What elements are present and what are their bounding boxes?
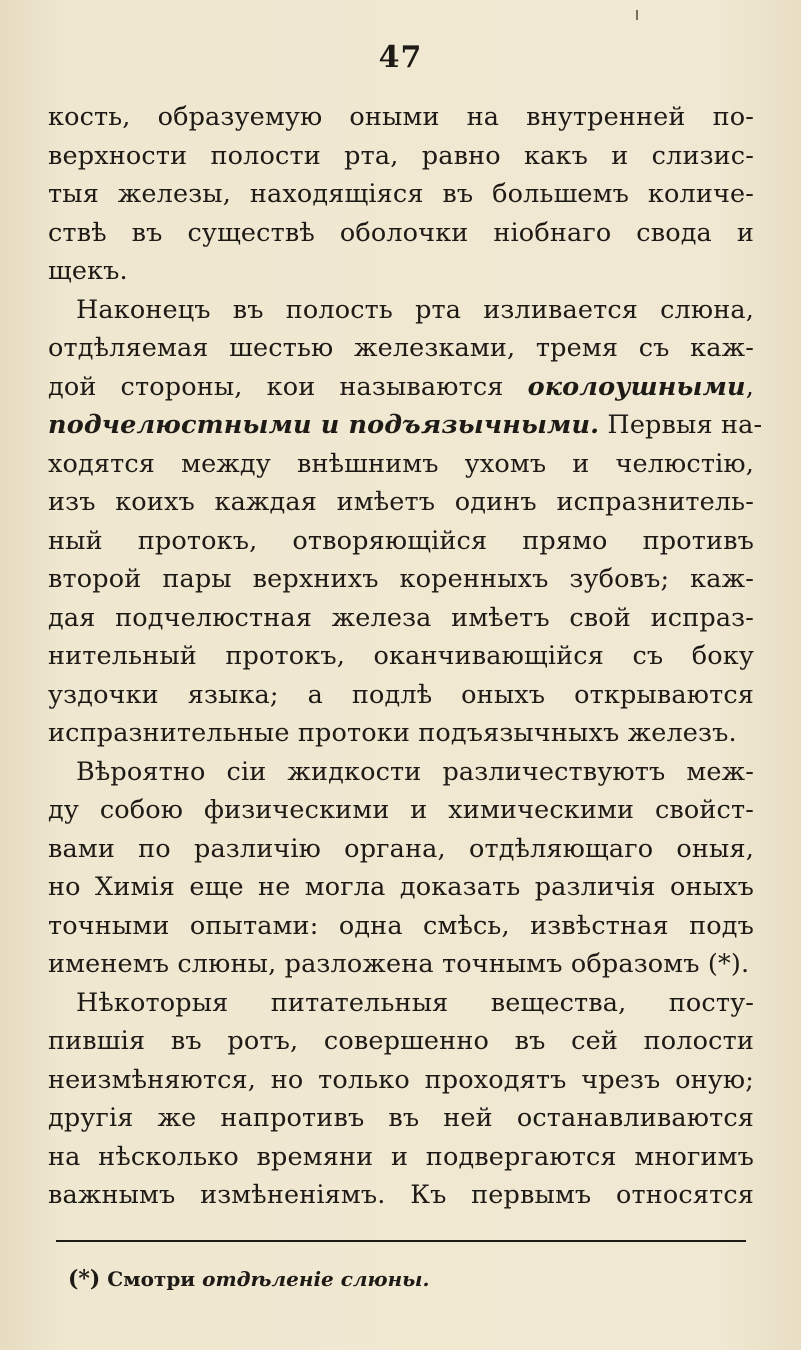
line-text: другія же напротивъ въ ней останавливаются [48, 1103, 754, 1133]
line-text: Вѣроятно сіи жидкости различествуютъ меж- [76, 756, 754, 787]
text-line [48, 445, 754, 484]
text-line [48, 214, 754, 253]
line-text: кость, образуемую оными на внутренней по- [48, 102, 754, 132]
text-line [48, 714, 754, 753]
text-line [48, 830, 754, 869]
text-line [48, 1099, 754, 1138]
text-line [48, 483, 754, 522]
line-italic-text: подчелюстными и подъязычными. [48, 410, 600, 440]
text-line [48, 368, 754, 407]
line-italic-text: околоушными [527, 371, 746, 402]
line-text: вами по различію органа, отдѣляющаго оныя, [48, 833, 754, 864]
line-text: отдѣляемая шестью железками, тремя съ каж- [48, 333, 754, 363]
text-line [48, 252, 754, 291]
line-text: второй пары верхнихъ коренныхъ зубовъ; каж- [48, 564, 754, 594]
line-text: Наконецъ въ полость рта изливается слюна, [76, 294, 754, 325]
line-text: Нѣкоторыя питательныя вещества, посту- [76, 987, 754, 1018]
text-line [48, 984, 754, 1023]
line-text: ствѣ въ существѣ оболочки ніобнаго свода и [48, 217, 754, 248]
line-text: на нѣсколько времяни и подвергаются многимъ [48, 1141, 754, 1172]
footnote-text: Смотри [100, 1267, 203, 1291]
text-line [48, 175, 754, 214]
body-text [48, 98, 763, 1215]
line-text: важнымъ измѣненіямъ. Къ первымъ относятся [48, 1180, 754, 1210]
line-text: щекъ. [48, 256, 128, 286]
line-text: именемъ слюны, разложена точнымъ образомъ (*). [48, 949, 750, 979]
line-trailing-text: , [745, 371, 754, 402]
line-text: уздочки языка; а подлѣ оныхъ открываются [48, 679, 754, 710]
text-line [48, 676, 754, 715]
line-text: верхности полости рта, равно какъ и слизис- [48, 140, 754, 171]
text-line [48, 560, 754, 599]
line-text: точными опытами: одна смѣсь, извѣстная подъ [48, 910, 754, 941]
text-line [48, 791, 754, 830]
line-text: ду собою физическими и химическими свойст- [48, 795, 754, 825]
footnote-marker: (*) [68, 1266, 101, 1292]
text-line [48, 137, 754, 176]
line-text: изъ коихъ каждая имѣетъ одинъ испразнитель- [48, 487, 754, 517]
line-text: испразнительные протоки подъязычныхъ железъ. [48, 718, 737, 748]
text-line [48, 291, 754, 330]
text-line [48, 406, 763, 445]
line-text: неизмѣняются, но только проходятъ чрезъ оную; [48, 1064, 754, 1095]
line-text: но Химія еще не могла доказать различія оныхъ [48, 872, 754, 902]
text-line [48, 329, 754, 368]
line-text: ходятся между внѣшнимъ ухомъ и челюстію, [48, 448, 754, 479]
line-text: тыя железы, находящіяся въ большемъ количе- [48, 179, 754, 209]
text-line [48, 1176, 754, 1215]
text-line [48, 98, 754, 137]
text-line [48, 1022, 754, 1061]
footnote-italic: отдѣленіе слюны. [202, 1267, 430, 1291]
line-text: дая подчелюстная железа имѣетъ свой испраз- [48, 602, 754, 633]
text-line [48, 637, 754, 676]
text-line [48, 753, 754, 792]
text-line [48, 1061, 754, 1100]
footnote-divider [56, 1240, 746, 1242]
line-text: пившія въ ротъ, совершенно въ сей полости [48, 1026, 754, 1056]
ink-speck [636, 10, 638, 20]
page-number: 47 [378, 40, 423, 75]
text-line [48, 1138, 754, 1177]
text-line [48, 599, 754, 638]
text-line [48, 522, 754, 561]
line-trailing-text: Первыя на- [599, 410, 763, 440]
text-line [48, 907, 754, 946]
line-text: нительный протокъ, оканчивающійся съ боку [48, 641, 754, 671]
footnote [68, 1266, 429, 1292]
text-line [48, 868, 754, 907]
text-line [48, 945, 754, 984]
line-text: ный протокъ, отворяющійся прямо противъ [48, 525, 754, 556]
line-text: дой стороны, кои называются [48, 371, 504, 402]
